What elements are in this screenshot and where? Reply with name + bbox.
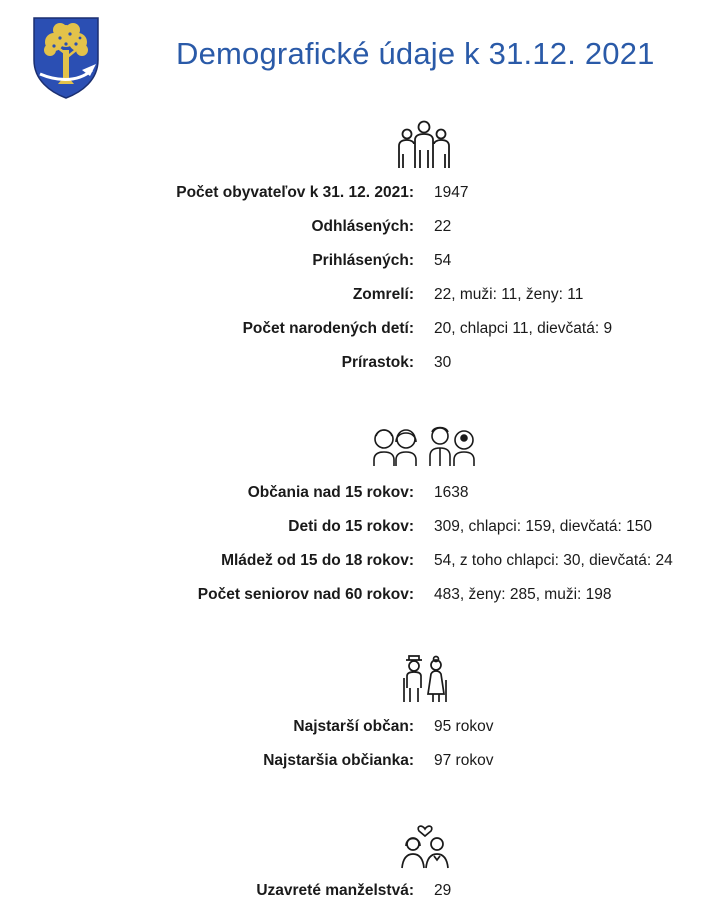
wedding-couple-icon [398, 818, 452, 870]
data-row [0, 552, 720, 576]
row-label: Prihlásených: [312, 252, 414, 269]
row-value: 309, chlapci: 159, dievčatá: 150 [434, 518, 653, 535]
data-row [0, 286, 720, 310]
family-icon [396, 120, 452, 170]
row-value: 22 [434, 218, 452, 235]
page-title: Demografické údaje k 31.12. 2021 [176, 36, 655, 71]
row-value: 1638 [434, 484, 469, 501]
row-value: 20, chlapci 11, dievčatá: 9 [434, 320, 613, 337]
row-label: Zomrelí: [352, 286, 414, 303]
data-row [0, 252, 720, 276]
row-value: 30 [434, 354, 452, 371]
data-row [0, 218, 720, 242]
row-value: 483, ženy: 285, muži: 198 [434, 586, 612, 603]
data-row [0, 354, 720, 378]
data-row [0, 718, 720, 742]
data-row [0, 320, 720, 344]
children-and-seniors-icon [370, 424, 480, 468]
data-row [0, 586, 720, 610]
row-value: 54 [434, 252, 452, 269]
data-row [0, 184, 720, 208]
row-value: 97 rokov [434, 752, 494, 769]
row-value: 95 rokov [434, 718, 494, 735]
row-label: Prírastok: [341, 354, 414, 371]
row-label: Odhlásených: [311, 218, 414, 235]
row-label: Mládež od 15 do 18 rokov: [221, 552, 414, 569]
row-label: Počet seniorov nad 60 rokov: [197, 586, 414, 603]
row-label: Počet obyvateľov k 31. 12. 2021: [176, 184, 414, 201]
row-label: Najstarší občan: [293, 718, 414, 735]
row-value: 54, z toho chlapci: 30, dievčatá: 24 [434, 552, 673, 569]
row-value: 29 [434, 882, 452, 899]
data-row [0, 518, 720, 542]
row-label: Občania nad 15 rokov: [247, 484, 414, 501]
row-label: Počet narodených detí: [242, 320, 414, 337]
data-row [0, 484, 720, 508]
data-row [0, 752, 720, 776]
coat-of-arms-icon [30, 14, 102, 100]
row-label: Deti do 15 rokov: [288, 518, 414, 535]
data-row [0, 882, 720, 906]
elderly-couple-icon [398, 654, 452, 704]
row-value: 22, muži: 11, ženy: 11 [434, 286, 584, 303]
row-value: 1947 [434, 184, 469, 201]
row-label: Uzavreté manželstvá: [256, 882, 414, 899]
row-label: Najstaršia občianka: [263, 752, 414, 769]
